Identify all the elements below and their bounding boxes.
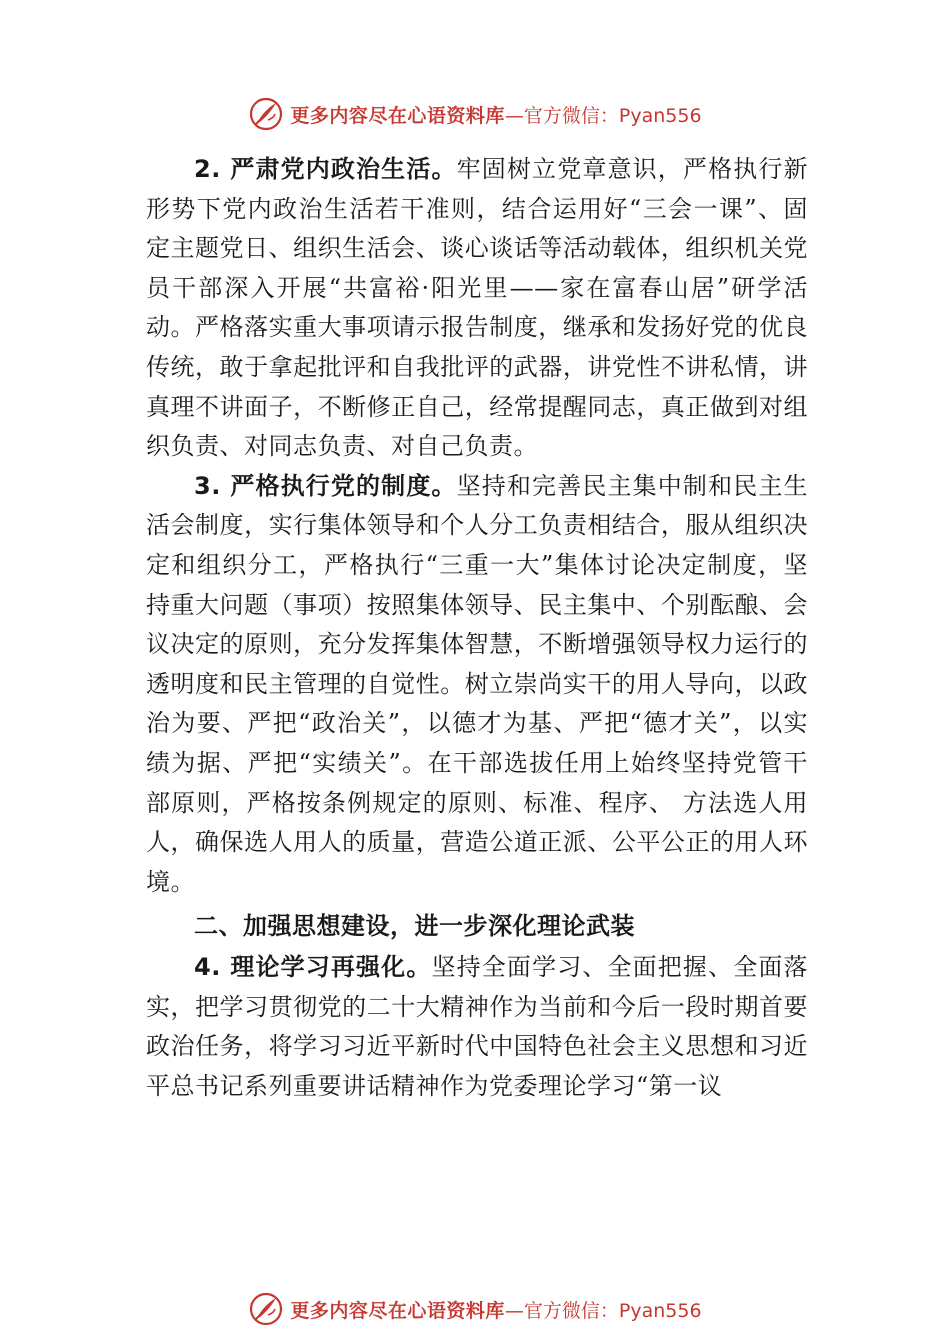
paragraph-4-lead: 4. 理论学习再强化。 — [194, 953, 432, 982]
feather-pen-logo-icon — [248, 1291, 284, 1327]
document-body — [146, 150, 808, 1107]
paragraph-3 — [146, 467, 808, 903]
watermark-text: 更多内容尽在心语资料库 — [290, 104, 505, 127]
paragraph-3-lead: 3. 严格执行党的制度。 — [194, 471, 457, 500]
watermark-suffix: —官方微信：Pyan556 — [504, 104, 702, 127]
feather-pen-logo-icon — [248, 96, 284, 132]
watermark-text: 更多内容尽在心语资料库 — [290, 1299, 505, 1322]
paragraph-2 — [146, 150, 808, 467]
section-heading: 二、加强思想建设，进一步深化理论武装 — [194, 912, 635, 941]
paragraph-2-lead: 2. 严肃党内政治生活。 — [194, 155, 457, 183]
watermark-suffix: —官方微信：Pyan556 — [504, 1299, 702, 1322]
paragraph-2-body: 牢固树立党章意识，严格执行新形势下党内政治生活若干准则，结合运用好“三会一课”、固定主题党日、组织生活会、谈心谈话等活动载体，组织机关党员干部深入开展“共富裕·阳光里——家在富春山居”研学活动。严格落实重大事项请示报告制度，继承和发扬好党的优良传统，敢于拿起批评和自我批评的武器，讲党性不讲私情，讲真理不讲面子，不断修正自己，经常提醒同志，真正做到对组织负责、对同志负责、对自己负责。 — [146, 155, 809, 461]
paragraph-4 — [146, 948, 808, 1106]
paragraph-3-body: 坚持和完善民主集中制和民主生活会制度，实行集体领导和个人分工负责相结合，服从组织决定和组织分工，严格执行“三重一大”集体讨论决定制度，坚持重大问题（事项）按照集体领导、民主集中、个别酝酿、会议决定的原则，充分发挥集体智慧，不断增强领导权力运行的透明度和民主管理的自觉性。树立崇尚实干的用人导向，以政治为要、严把“政治关”，以德才为基、严把“德才关”，以实绩为据、严把“实绩关”。在干部选拔任用上始终坚持党管干部原则，严格按条例规定的原则、标准、程序、 方法选人用人，确保选人用人的质量，营造公道正派、公平公正的用人环境。 — [146, 471, 809, 896]
header-watermark — [0, 92, 950, 136]
paragraph-4-body: 坚持全面学习、全面把握、全面落实，把学习贯彻党的二十大精神作为当前和今后一段时期首要政治任务，将学习习近平新时代中国特色社会主义思想和习近平总书记系列重要讲话精神作为党委理论学习“第一议 — [146, 953, 809, 1101]
footer-watermark — [0, 1287, 950, 1331]
